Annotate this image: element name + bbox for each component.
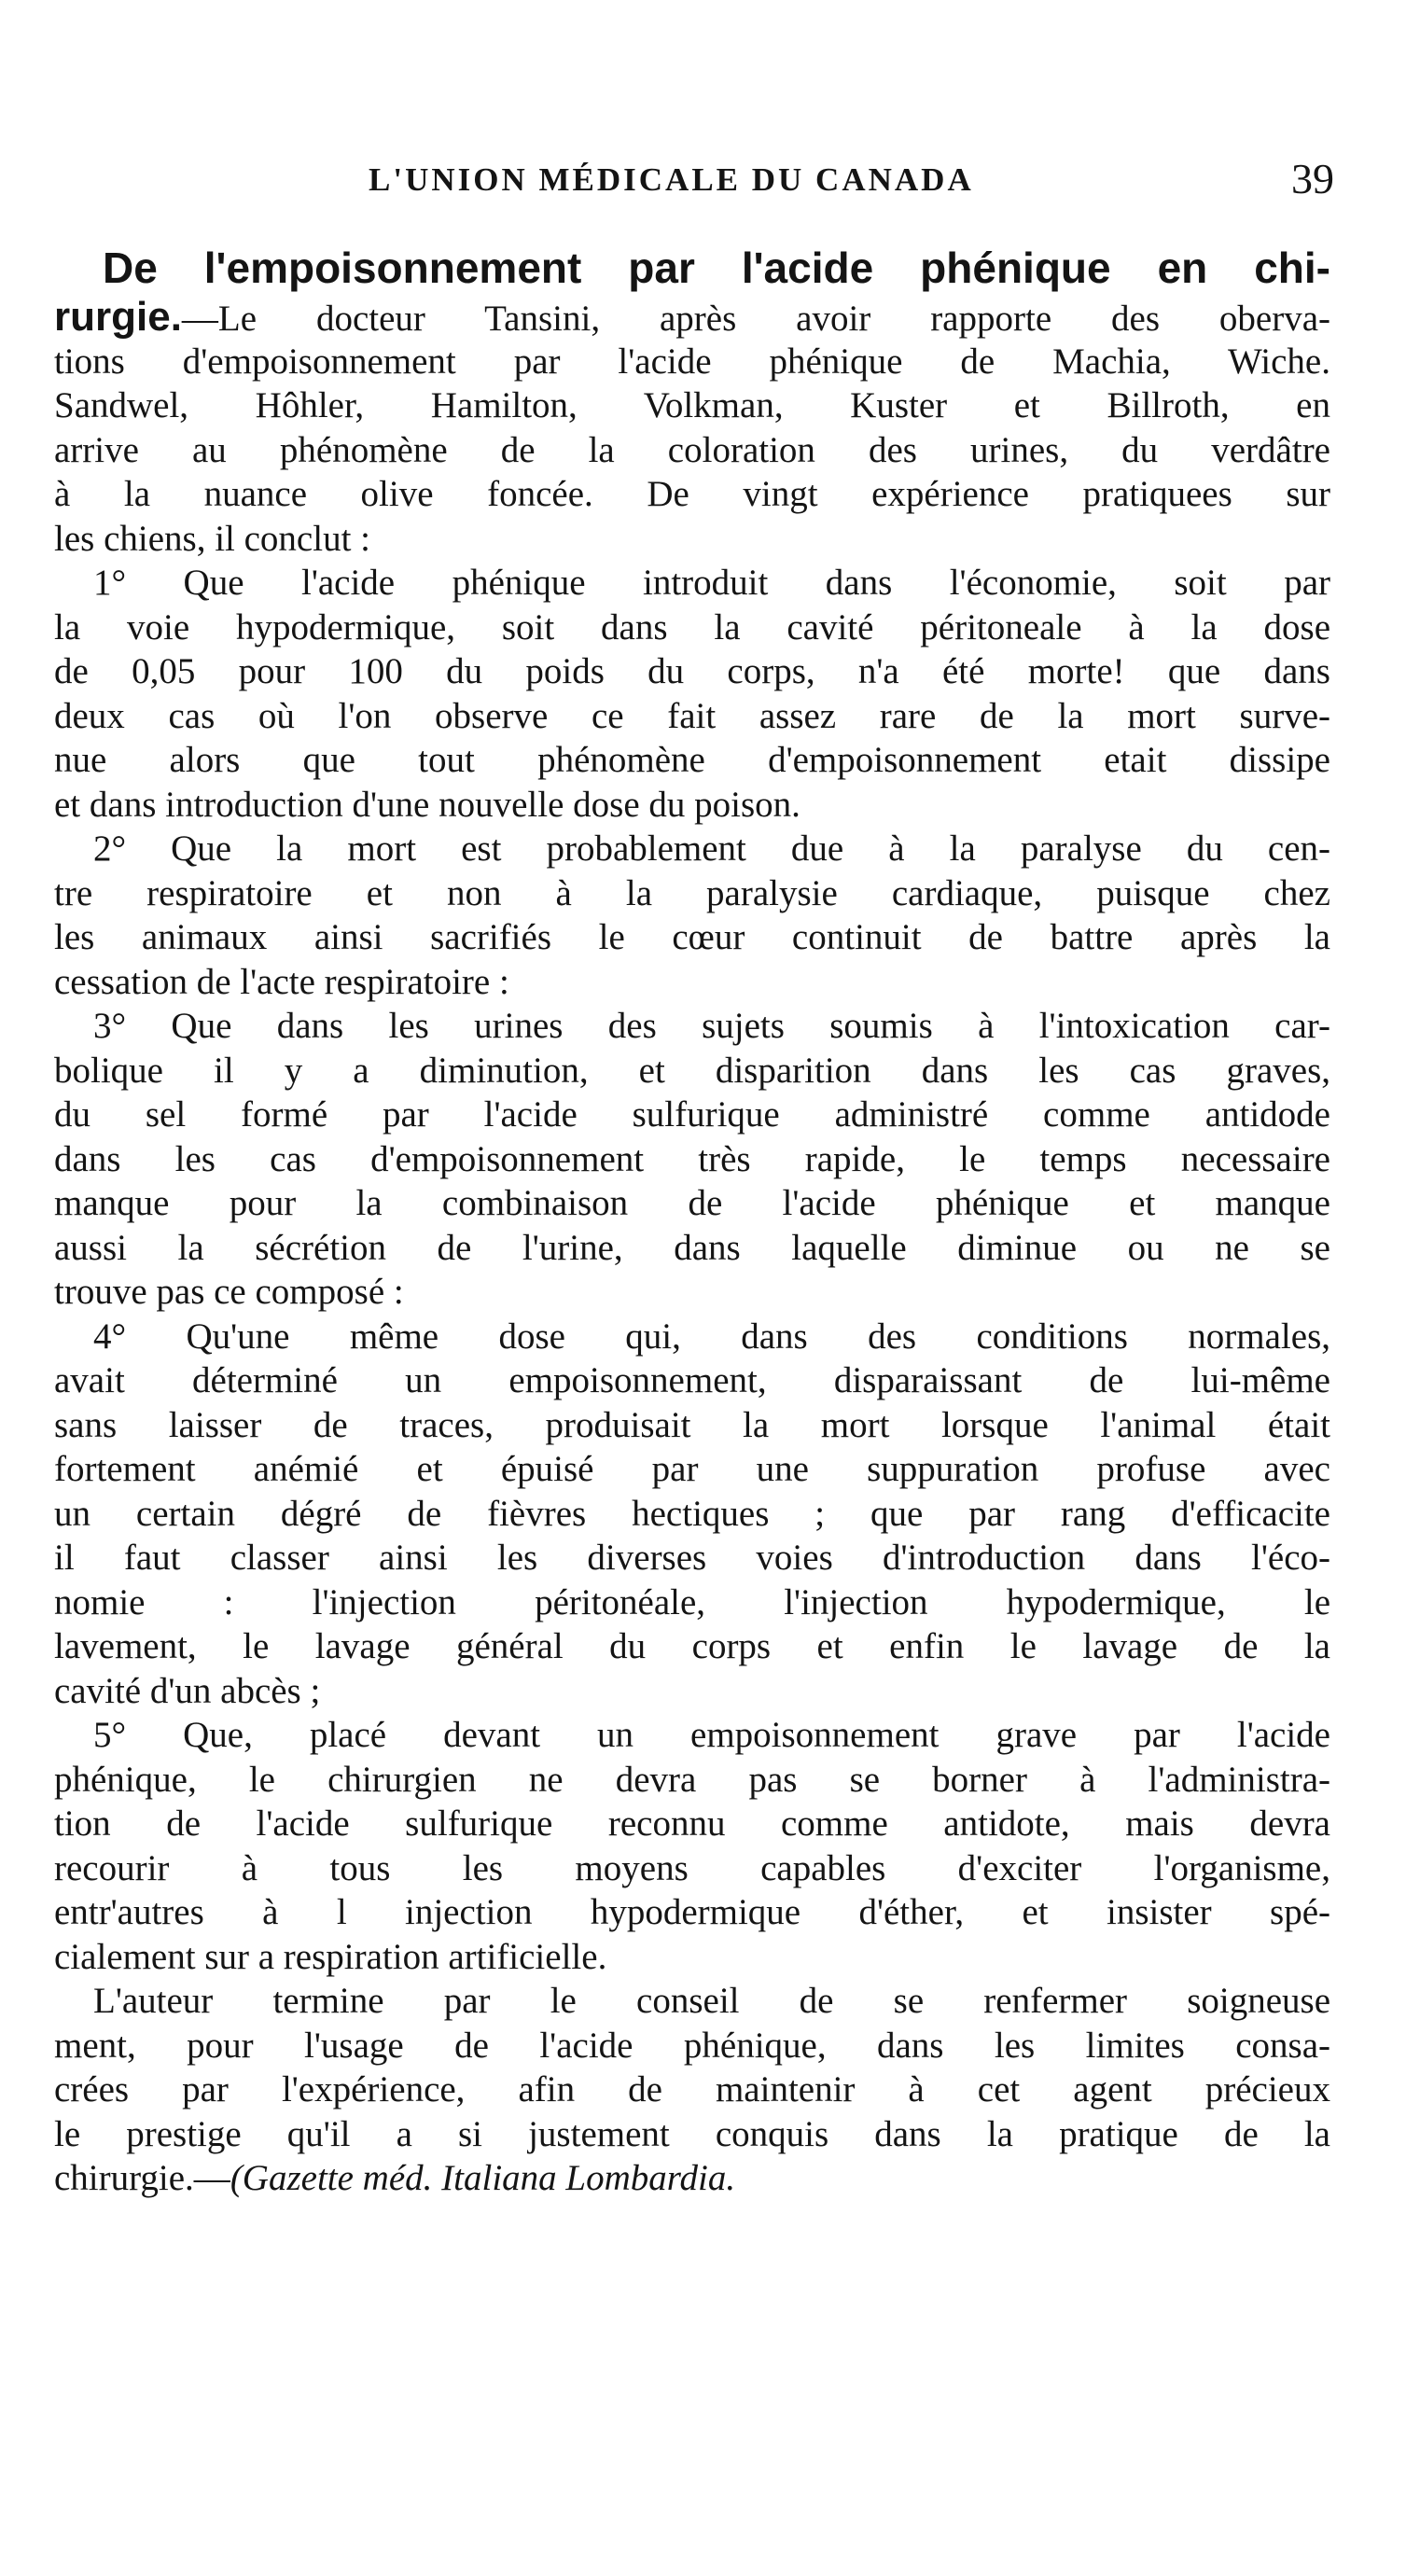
article-line [54, 2156, 1330, 2201]
article-line: entr'autres à l injection hypodermique d'éther, et insister spé- [54, 1892, 1330, 1932]
article-line: 5° Que, placé devant un empoisonnement grave par l'acide [93, 1715, 1330, 1755]
article-line: arrive au phénomène de la coloration des urines, du verdâtre [54, 429, 1330, 470]
article-line: 1° Que l'acide phénique introduit dans l'économie, soit par [93, 563, 1330, 603]
article-line: les animaux ainsi sacrifiés le cœur continuit de battre après la [54, 917, 1330, 957]
article-line [54, 295, 1330, 340]
article-line: aussi la sécrétion de l'urine, dans laquelle diminue ou ne se [54, 1227, 1330, 1268]
article-line: bolique il y a diminution, et disparition dans les cas graves, [54, 1050, 1330, 1091]
article-text: —Le docteur Tansini, après avoir rapporte des oberva- [181, 299, 1330, 339]
article-line: crées par l'expérience, afin de maintenir à cet agent précieux [54, 2069, 1330, 2110]
article-line: 2° Que la mort est probablement due à la paralyse du cen- [93, 828, 1330, 869]
article-line: 3° Que dans les urines des sujets soumis à l'intoxication car- [93, 1006, 1330, 1046]
article-line: deux cas où l'on observe ce fait assez rare de la mort surve- [54, 695, 1330, 736]
article-line: tre respiratoire et non à la paralysie cardiaque, puisque chez [54, 872, 1330, 913]
article-body [54, 241, 1330, 2201]
article-line: de 0,05 pour 100 du poids du corps, n'a été morte! que dans [54, 651, 1330, 691]
article-line: à la nuance olive foncée. De vingt expérience pratiquees sur [54, 474, 1330, 514]
article-line: cessation de l'acte respiratoire : [54, 961, 509, 1002]
article-line: les chiens, il conclut : [54, 518, 371, 559]
article-line: trouve pas ce composé : [54, 1272, 404, 1312]
article-line: et dans introduction d'une nouvelle dose du poison. [54, 784, 800, 825]
article-line: dans les cas d'empoisonnement très rapide, le temps necessaire [54, 1138, 1330, 1179]
article-line: sans laisser de traces, produisait la mort lorsque l'animal était [54, 1404, 1330, 1445]
article-line: nomie : l'injection péritonéale, l'injection hypodermique, le [54, 1581, 1330, 1622]
article-line: la voie hypodermique, soit dans la cavité péritoneale à la dose [54, 606, 1330, 647]
article-line: Sandwel, Hôhler, Hamilton, Volkman, Kuster et Billroth, en [54, 385, 1330, 425]
page-number: 39 [1291, 155, 1334, 202]
source-citation: (Gazette méd. Italiana Lombardia. [230, 2158, 736, 2198]
article-line: tions d'empoisonnement par l'acide phénique de Machia, Wiche. [54, 341, 1330, 382]
article-line: lavement, le lavage général du corps et enfin le lavage de la [54, 1626, 1330, 1666]
article-line: du sel formé par l'acide sulfurique administré comme antidode [54, 1094, 1330, 1135]
article-text: chirurgie.— [54, 2158, 230, 2198]
article-line: phénique, le chirurgien ne devra pas se borner à l'administra- [54, 1759, 1330, 1800]
article-line: un certain dégré de fièvres hectiques ; que par rang d'efficacite [54, 1493, 1330, 1534]
article-line: le prestige qu'il a si justement conquis dans la pratique de la [54, 2113, 1330, 2154]
article-line: cialement sur a respiration artificielle. [54, 1936, 607, 1977]
article-line: fortement anémié et épuisé par une suppuration profuse avec [54, 1449, 1330, 1489]
article-line: ment, pour l'usage de l'acide phénique, dans les limites consa- [54, 2025, 1330, 2066]
article-line: nue alors que tout phénomène d'empoisonnement etait dissipe [54, 740, 1330, 780]
article-line: manque pour la combinaison de l'acide phénique et manque [54, 1183, 1330, 1223]
article-line: recourir à tous les moyens capables d'exciter l'organisme, [54, 1847, 1330, 1888]
running-head [93, 154, 1334, 201]
article-title: De l'empoisonnement par l'acide phénique en chi- [103, 244, 1330, 292]
article-line: avait déterminé un empoisonnement, disparaissant de lui-même [54, 1360, 1330, 1400]
article-line: cavité d'un abcès ; [54, 1670, 321, 1711]
article-line: 4° Qu'une même dose qui, dans des conditions normales, [93, 1316, 1330, 1357]
journal-title: L'UNION MÉDICALE DU CANADA [369, 161, 974, 198]
article-line: L'auteur termine par le conseil de se renfermer soigneuse [93, 1981, 1330, 2021]
article-line: tion de l'acide sulfurique reconnu comme antidote, mais devra [54, 1803, 1330, 1844]
article-title-continuation: rurgie. [54, 294, 182, 340]
article-line: il faut classer ainsi les diverses voies d'introduction dans l'éco- [54, 1538, 1330, 1578]
